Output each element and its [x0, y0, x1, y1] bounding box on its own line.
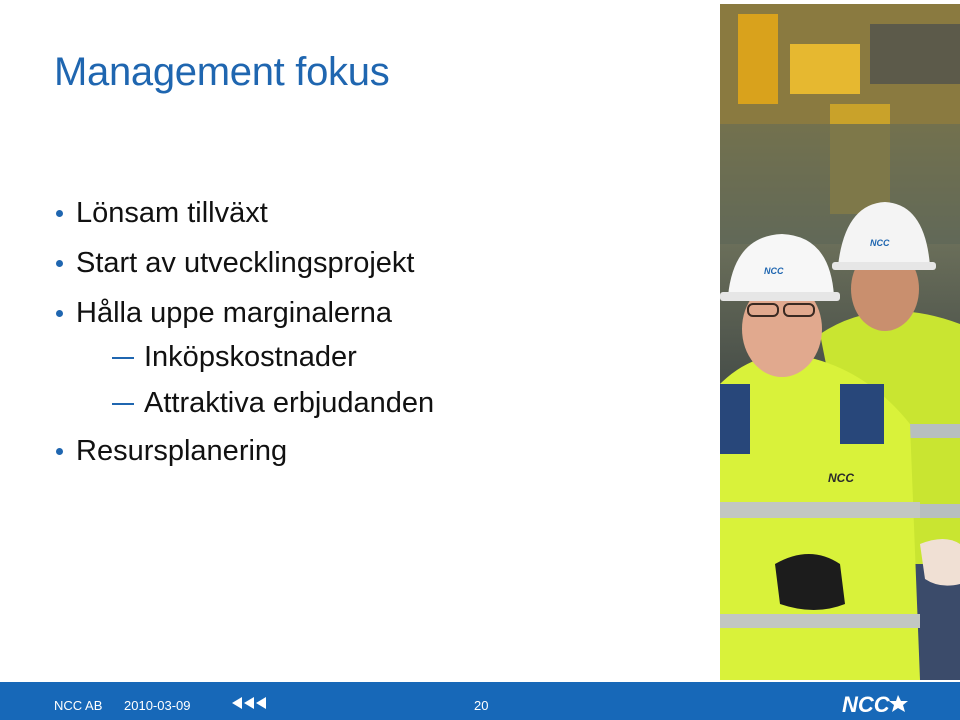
sub-bullet-item	[54, 340, 714, 374]
navigation-arrows-icon[interactable]	[232, 697, 268, 709]
footer-company: NCC AB	[54, 698, 103, 713]
bullet-dot-icon	[56, 310, 63, 317]
jacket-collar	[720, 384, 750, 454]
glove-icon	[775, 554, 845, 610]
back-arrow-icon[interactable]	[232, 697, 242, 709]
ncc-logo	[842, 692, 922, 716]
dash-icon	[112, 403, 134, 405]
helmet-logo-text: NCC	[764, 266, 784, 276]
sub-bullet-text: Attraktiva erbjudanden	[144, 387, 435, 419]
bullet-text: Lönsam tillväxt	[76, 197, 268, 229]
workers-illustration	[720, 4, 960, 680]
bullet-dot-icon	[56, 210, 63, 217]
helmet-brim	[832, 262, 936, 270]
reflective-stripe	[720, 502, 920, 518]
bullet-item	[54, 434, 714, 468]
back-arrow-icon[interactable]	[256, 697, 266, 709]
bullet-dot-icon	[56, 260, 63, 267]
logo-text: NCC	[842, 692, 890, 716]
star-icon	[889, 695, 908, 712]
sub-bullet-item	[54, 386, 714, 420]
bullet-list	[54, 196, 714, 484]
jacket-logo-text: NCC	[828, 471, 854, 485]
slide-title: Management fokus	[54, 50, 390, 94]
back-arrow-icon[interactable]	[244, 697, 254, 709]
jacket-collar	[840, 384, 884, 444]
dash-icon	[112, 357, 134, 359]
bullet-text: Hålla uppe marginalerna	[76, 297, 392, 329]
bullet-item	[54, 196, 714, 230]
bullet-dot-icon	[56, 448, 63, 455]
bullet-text: Resursplanering	[76, 435, 288, 467]
bullet-text: Start av utvecklingsprojekt	[76, 247, 415, 279]
reflective-stripe	[720, 614, 920, 628]
page-number: 20	[474, 698, 489, 713]
helmet-logo-text: NCC	[870, 238, 890, 248]
footer-bar	[0, 682, 960, 720]
bullet-item	[54, 246, 714, 280]
machine-part	[870, 24, 960, 84]
footer-date: 2010-03-09	[124, 698, 191, 713]
machine-part	[790, 44, 860, 94]
sub-bullet-text: Inköpskostnader	[144, 341, 357, 373]
helmet-brim	[720, 292, 840, 301]
glove-icon	[920, 539, 960, 586]
machine-part	[738, 14, 778, 104]
workers-photo	[720, 4, 960, 680]
background-blur	[720, 124, 960, 244]
bullet-item	[54, 296, 714, 330]
